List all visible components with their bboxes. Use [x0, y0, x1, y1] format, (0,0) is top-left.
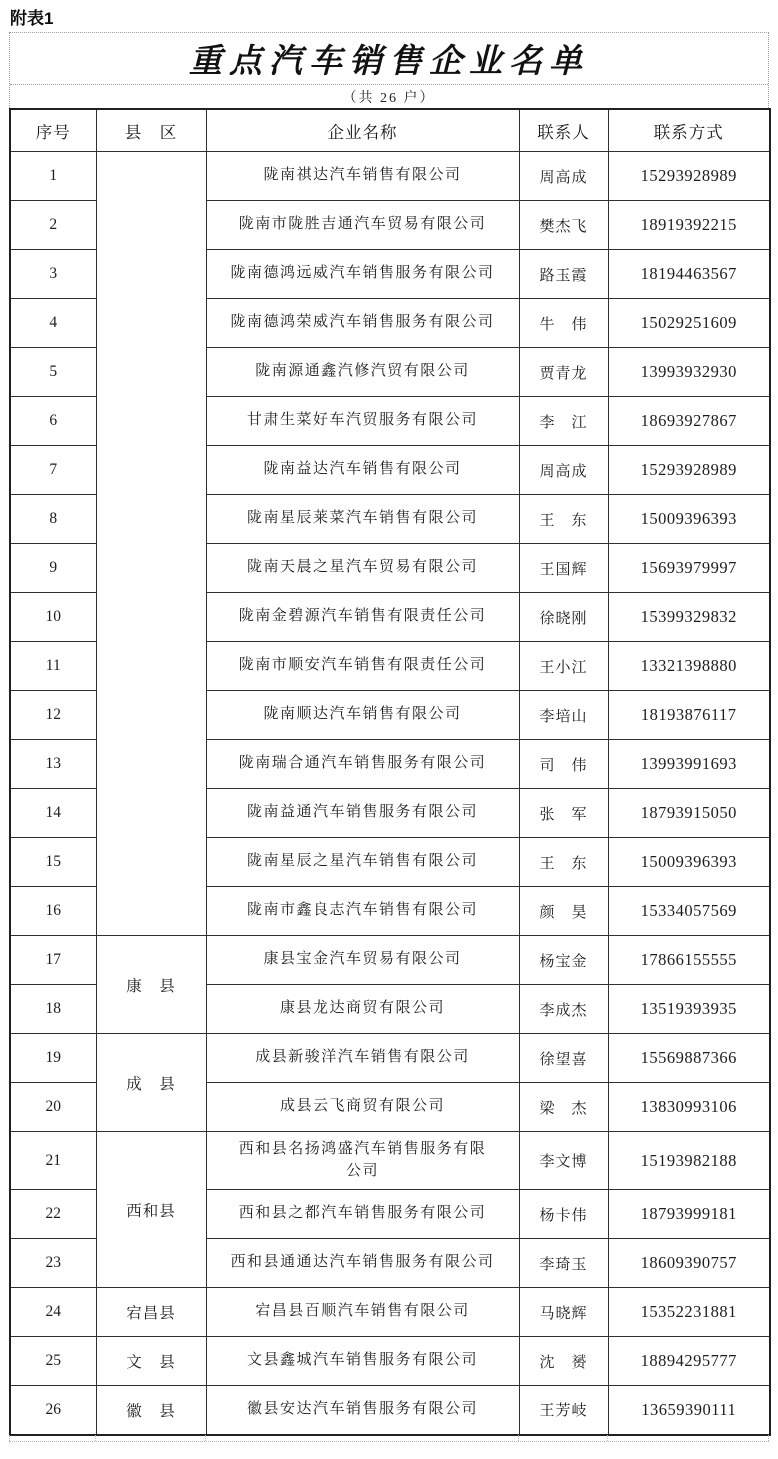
- company-name: 陇南星辰之星汽车销售有限公司: [246, 853, 478, 870]
- header-contact: 联系人: [519, 109, 608, 152]
- company-name: 宕昌县百顺汽车销售有限公司: [255, 1303, 470, 1320]
- cut-tick: [95, 1435, 96, 1441]
- contact-cell: 牛 伟: [519, 299, 608, 348]
- district-cell: 康 县: [96, 936, 206, 1034]
- row-number-cell: 23: [10, 1239, 96, 1288]
- phone-cell: 15293928989: [608, 446, 770, 495]
- contact-cell: 周高成: [519, 152, 608, 201]
- row-number-cell: 9: [10, 544, 96, 593]
- company-name: 陇南益达汽车销售有限公司: [263, 461, 462, 478]
- company-name: 陇南德鸿远威汽车销售服务有限公司: [230, 265, 495, 282]
- row-number-cell: 13: [10, 740, 96, 789]
- row-number-cell: 8: [10, 495, 96, 544]
- company-name: 陇南金碧源汽车销售有限责任公司: [238, 608, 487, 625]
- company-name: 成县新骏洋汽车销售有限公司: [255, 1049, 470, 1066]
- contact-cell: 李成杰: [519, 985, 608, 1034]
- company-name: 西和县之都汽车销售服务有限公司: [238, 1205, 487, 1222]
- cut-tick: [768, 1435, 769, 1441]
- row-number-cell: 12: [10, 691, 96, 740]
- contact-cell: 沈 赟: [519, 1337, 608, 1386]
- district-cell: 宕昌县: [96, 1288, 206, 1337]
- contact-cell: 周高成: [519, 446, 608, 495]
- row-number-cell: 25: [10, 1337, 96, 1386]
- row-number-cell: 11: [10, 642, 96, 691]
- company-name: 康县龙达商贸有限公司: [279, 1000, 445, 1017]
- row-number-cell: 19: [10, 1034, 96, 1083]
- phone-cell: 18609390757: [608, 1239, 770, 1288]
- phone-cell: 13993991693: [608, 740, 770, 789]
- contact-cell: 司 伟: [519, 740, 608, 789]
- phone-cell: 15009396393: [608, 495, 770, 544]
- table-row: [10, 1132, 770, 1190]
- company-cell: [206, 1190, 519, 1239]
- title-block: [9, 32, 769, 108]
- contact-cell: 李 江: [519, 397, 608, 446]
- company-name: 文县鑫城汽车销售服务有限公司: [246, 1352, 478, 1369]
- company-cell: [206, 544, 519, 593]
- phone-cell: 18793999181: [608, 1190, 770, 1239]
- contact-cell: 张 军: [519, 789, 608, 838]
- row-number-cell: 20: [10, 1083, 96, 1132]
- company-cell: [206, 1337, 519, 1386]
- cut-tick: [607, 1435, 608, 1441]
- contact-cell: 路玉霞: [519, 250, 608, 299]
- contact-cell: 李琦玉: [519, 1239, 608, 1288]
- contact-cell: 王 东: [519, 495, 608, 544]
- contact-cell: 王 东: [519, 838, 608, 887]
- company-cell: [206, 789, 519, 838]
- contact-cell: 李培山: [519, 691, 608, 740]
- table-row: [10, 1337, 770, 1386]
- phone-cell: 18919392215: [608, 201, 770, 250]
- row-number-cell: 4: [10, 299, 96, 348]
- phone-cell: 15334057569: [608, 887, 770, 936]
- header-phone: 联系方式: [608, 109, 770, 152]
- table-header: [10, 109, 770, 152]
- page-cut-marks: [9, 1441, 769, 1450]
- company-cell: [206, 446, 519, 495]
- row-number-cell: 18: [10, 985, 96, 1034]
- table-row: [10, 936, 770, 985]
- phone-cell: 15193982188: [608, 1132, 770, 1190]
- table-area: [9, 32, 769, 1450]
- district-cell: 文 县: [96, 1337, 206, 1386]
- phone-cell: 13830993106: [608, 1083, 770, 1132]
- row-number-cell: 6: [10, 397, 96, 446]
- company-cell: [206, 348, 519, 397]
- company-name: 陇南顺达汽车销售有限公司: [263, 706, 462, 723]
- company-name: 陇南市鑫良志汽车销售有限公司: [246, 902, 478, 919]
- contact-cell: 王国辉: [519, 544, 608, 593]
- company-cell: [206, 250, 519, 299]
- row-number-cell: 3: [10, 250, 96, 299]
- cut-tick: [9, 1435, 10, 1441]
- row-number-cell: 26: [10, 1386, 96, 1435]
- company-name: 陇南市顺安汽车销售有限责任公司: [238, 657, 487, 674]
- contact-cell: 李文博: [519, 1132, 608, 1190]
- company-cell: [206, 593, 519, 642]
- table-body: [10, 152, 770, 1435]
- company-cell: [206, 1132, 519, 1190]
- phone-cell: 13519393935: [608, 985, 770, 1034]
- row-number-cell: 7: [10, 446, 96, 495]
- company-name: 陇南德鸿荣威汽车销售服务有限公司: [230, 314, 495, 331]
- table-row: [10, 1288, 770, 1337]
- document-title: 重点汽车销售企业名单: [10, 33, 768, 85]
- phone-cell: 15009396393: [608, 838, 770, 887]
- contact-cell: 马晓辉: [519, 1288, 608, 1337]
- company-cell: [206, 740, 519, 789]
- company-name: 陇南市陇胜吉通汽车贸易有限公司: [238, 216, 487, 233]
- phone-cell: 13321398880: [608, 642, 770, 691]
- district-cell: 成 县: [96, 1034, 206, 1132]
- phone-cell: 18194463567: [608, 250, 770, 299]
- company-cell: [206, 152, 519, 201]
- company-cell: [206, 1239, 519, 1288]
- phone-cell: 15293928989: [608, 152, 770, 201]
- phone-cell: 15693979997: [608, 544, 770, 593]
- contact-cell: 梁 杰: [519, 1083, 608, 1132]
- phone-cell: 18894295777: [608, 1337, 770, 1386]
- phone-cell: 15399329832: [608, 593, 770, 642]
- cut-tick: [518, 1435, 519, 1441]
- company-name: 陇南天晨之星汽车贸易有限公司: [246, 559, 478, 576]
- company-name: 成县云飞商贸有限公司: [279, 1098, 445, 1115]
- phone-cell: 13993932930: [608, 348, 770, 397]
- company-cell: [206, 838, 519, 887]
- contact-cell: 颜 昊: [519, 887, 608, 936]
- company-name: 陇南星辰莱菜汽车销售有限公司: [246, 510, 478, 527]
- company-cell: [206, 201, 519, 250]
- row-number-cell: 14: [10, 789, 96, 838]
- phone-cell: 15352231881: [608, 1288, 770, 1337]
- phone-cell: 17866155555: [608, 936, 770, 985]
- company-cell: [206, 1083, 519, 1132]
- company-cell: [206, 299, 519, 348]
- contact-cell: 王芳岐: [519, 1386, 608, 1435]
- contact-cell: 徐望喜: [519, 1034, 608, 1083]
- company-cell: [206, 1288, 519, 1337]
- company-name: 陇南益通汽车销售服务有限公司: [246, 804, 478, 821]
- row-number-cell: 21: [10, 1132, 96, 1190]
- table-row: [10, 1034, 770, 1083]
- company-cell: [206, 887, 519, 936]
- contact-cell: 樊杰飞: [519, 201, 608, 250]
- company-cell: [206, 1034, 519, 1083]
- company-name: 西和县通通达汽车销售服务有限公司: [230, 1254, 495, 1271]
- header-number: 序号: [10, 109, 96, 152]
- cut-tick: [205, 1435, 206, 1441]
- header-company: 企业名称: [206, 109, 519, 152]
- company-cell: [206, 642, 519, 691]
- contact-cell: 杨宝金: [519, 936, 608, 985]
- phone-cell: 15569887366: [608, 1034, 770, 1083]
- district-cell: [96, 152, 206, 936]
- company-name: 陇南祺达汽车销售有限公司: [263, 167, 462, 184]
- row-number-cell: 1: [10, 152, 96, 201]
- company-cell: [206, 495, 519, 544]
- company-cell: [206, 397, 519, 446]
- company-cell: [206, 691, 519, 740]
- table-header-row: [10, 109, 770, 152]
- phone-cell: 18193876117: [608, 691, 770, 740]
- company-name: 西和县名扬鸿盛汽车销售服务有限公司: [238, 1140, 487, 1179]
- contact-cell: 贾青龙: [519, 348, 608, 397]
- row-number-cell: 16: [10, 887, 96, 936]
- company-cell: [206, 936, 519, 985]
- phone-cell: 18693927867: [608, 397, 770, 446]
- contact-cell: 徐晓刚: [519, 593, 608, 642]
- company-name: 陇南瑞合通汽车销售服务有限公司: [238, 755, 487, 772]
- contact-cell: 王小江: [519, 642, 608, 691]
- row-number-cell: 24: [10, 1288, 96, 1337]
- header-district: 县 区: [96, 109, 206, 152]
- row-number-cell: 2: [10, 201, 96, 250]
- company-cell: [206, 985, 519, 1034]
- table-row: [10, 1386, 770, 1435]
- district-cell: 西和县: [96, 1132, 206, 1288]
- row-number-cell: 10: [10, 593, 96, 642]
- company-cell: [206, 1386, 519, 1435]
- row-number-cell: 22: [10, 1190, 96, 1239]
- contact-cell: 杨卡伟: [519, 1190, 608, 1239]
- phone-cell: 13659390111: [608, 1386, 770, 1435]
- row-number-cell: 15: [10, 838, 96, 887]
- company-name: 甘肃生菜好车汽贸服务有限公司: [246, 412, 478, 429]
- phone-cell: 18793915050: [608, 789, 770, 838]
- enterprise-table: [9, 108, 771, 1436]
- document-subtitle: （共 26 户）: [342, 90, 436, 106]
- table-row: [10, 152, 770, 201]
- company-name: 徽县安达汽车销售服务有限公司: [246, 1400, 478, 1417]
- company-name: 康县宝金汽车贸易有限公司: [263, 951, 462, 968]
- attachment-label: 附表1: [10, 9, 54, 28]
- phone-cell: 15029251609: [608, 299, 770, 348]
- row-number-cell: 5: [10, 348, 96, 397]
- row-number-cell: 17: [10, 936, 96, 985]
- company-name: 陇南源通鑫汽修汽贸有限公司: [255, 363, 470, 380]
- district-cell: 徽 县: [96, 1386, 206, 1435]
